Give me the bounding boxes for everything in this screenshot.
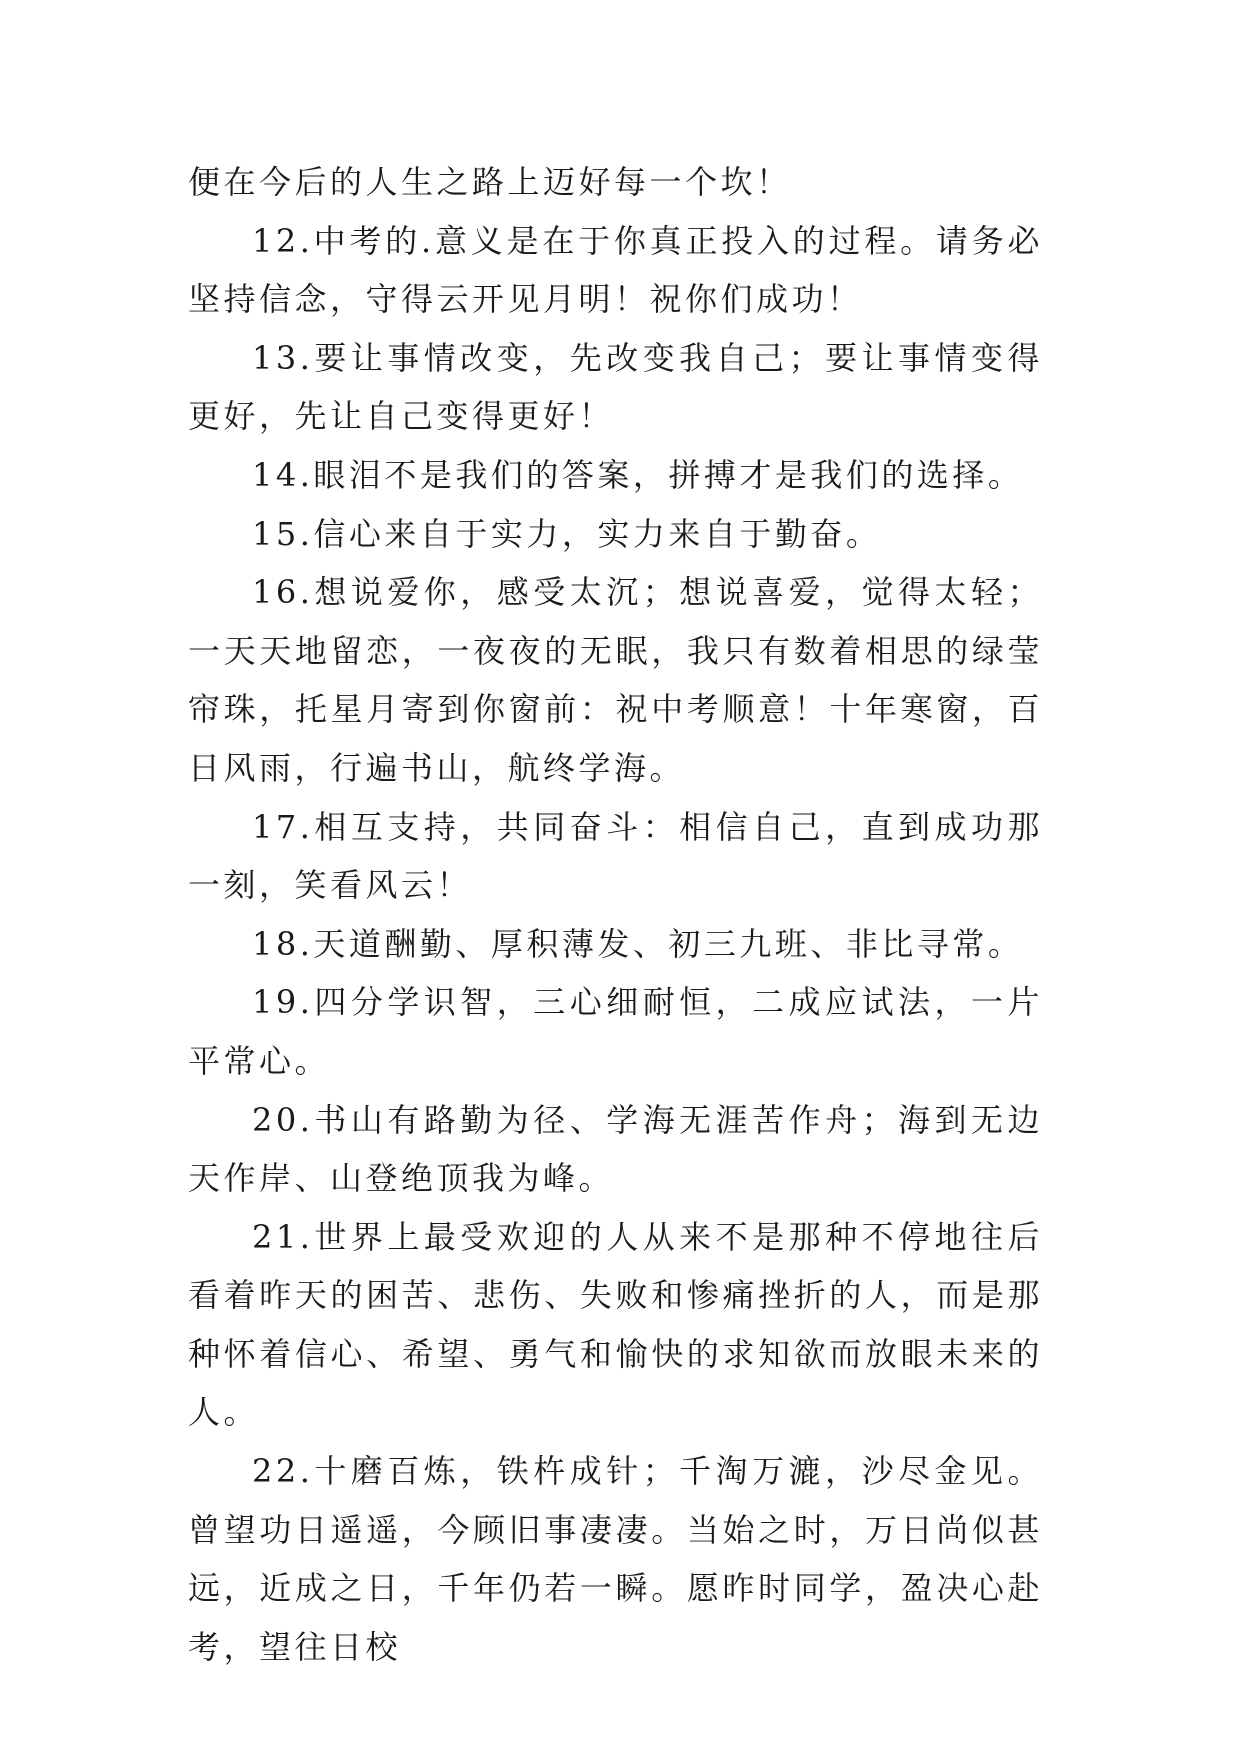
paragraph-item-15: 15.信心来自于实力，实力来自于勤奋。 (252, 514, 882, 553)
paragraph-item-13: 13.要让事情改变，先改变我自己；要让事情变得更好，先让自己变得更好！ (188, 338, 1043, 436)
document-body (188, 153, 1043, 1676)
paragraph-item-12: 12.中考的.意义是在于你真正投入的过程。请务必坚持信念，守得云开见月明！祝你们成功！ (188, 221, 1043, 319)
paragraph-item-18: 18.天道酬勤、厚积薄发、初三九班、非比寻常。 (252, 924, 1024, 963)
paragraph-item-21: 21.世界上最受欢迎的人从来不是那种不停地往后看着昨天的困苦、悲伤、失败和惨痛挫折的人，而是那种怀着信心、希望、勇气和愉快的求知欲而放眼未来的人。 (188, 1217, 1043, 1432)
paragraph-item-16: 16.想说爱你，感受太沉；想说喜爱，觉得太轻；一天天地留恋，一夜夜的无眠，我只有数着相思的绿莹帘珠，托星月寄到你窗前：祝中考顺意！十年寒窗，百日风雨，行遍书山，航终学海。 (188, 573, 1043, 787)
paragraph-item-14: 14.眼泪不是我们的答案，拼搏才是我们的选择。 (252, 455, 1024, 494)
paragraph-item-17: 17.相互支持，共同奋斗：相信自己，直到成功那一刻，笑看风云！ (188, 807, 1043, 905)
paragraph-item-20: 20.书山有路勤为径、学海无涯苦作舟；海到无边天作岸、山登绝顶我为峰。 (188, 1100, 1043, 1198)
paragraph-continuation: 便在今后的人生之路上迈好每一个坎！ (188, 163, 792, 201)
paragraph-item-22: 22.十磨百炼，铁杵成针；千淘万漉，沙尽金见。曾望功日遥遥，今顾旧事凄凄。当始之时，万日尚似甚远，近成之日，千年仍若一瞬。愿昨时同学，盈决心赴考，望往日校 (188, 1452, 1043, 1666)
paragraph-item-19: 19.四分学识智，三心细耐恒，二成应试法，一片平常心。 (188, 983, 1043, 1080)
